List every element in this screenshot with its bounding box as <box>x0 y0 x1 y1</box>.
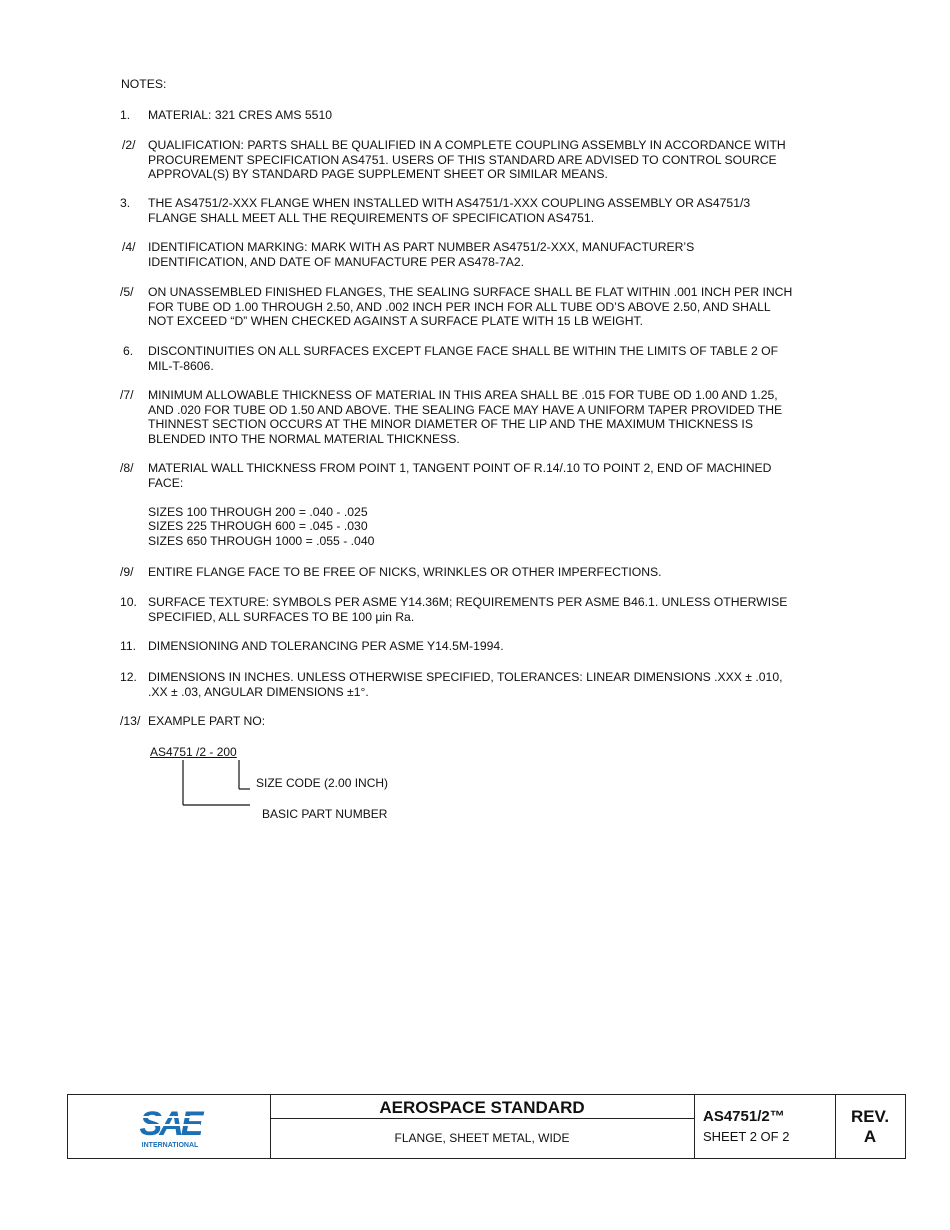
note-number: /9/ <box>120 565 134 579</box>
note-number: /5/ <box>120 285 134 299</box>
note-text: MINIMUM ALLOWABLE THICKNESS OF MATERIAL IN THIS AREA SHALL BE .015 FOR TUBE OD 1.00 AND 1.25, AND .020 FOR TUBE OD 1.50 AND ABOVE. THE SEALING FACE MAY HAVE A UNIFORM TAPER PROVIDED THE THINNEST SECTION OCCURS AT THE MINOR DIAMETER OF THE LIP AND THE MAXIMUM THICKNESS IS BLENDED INTO THE NORMAL MATERIAL THICKNESS. <box>148 388 783 446</box>
note-number: 6. <box>123 344 134 358</box>
note-number: 1. <box>120 108 131 122</box>
note-number: /13/ <box>120 714 141 728</box>
note-number: 10. <box>120 595 137 609</box>
size-code-label: SIZE CODE (2.00 INCH) <box>256 776 389 790</box>
notes-heading: NOTES: <box>121 77 167 91</box>
note-text: EXAMPLE PART NO: <box>148 714 266 728</box>
note-text: DIMENSIONING AND TOLERANCING PER ASME Y14.5M-1994. <box>148 639 504 653</box>
title-cell <box>270 1095 695 1158</box>
document-number: AS4751/2™ <box>703 1108 785 1125</box>
note-number: /4/ <box>122 240 136 254</box>
note-number: /2/ <box>122 138 136 152</box>
logo-cell <box>68 1095 271 1158</box>
note-text: QUALIFICATION: PARTS SHALL BE QUALIFIED IN A COMPLETE COUPLING ASSEMBLY IN ACCORDANCE WITH PROCUREMENT SPECIFICATION AS4751. USERS OF THIS STANDARD ARE ADVISED TO CONTROL SOURCE APPROVAL(S) BY STANDARD PAGE SUPPLEMENT SHEET OR SIMILAR MEANS. <box>148 138 786 182</box>
note-text: MATERIAL: 321 CRES AMS 5510 <box>148 108 333 122</box>
standard-title: AEROSPACE STANDARD <box>270 1095 694 1119</box>
revision-cell <box>835 1095 905 1158</box>
sheet-number: SHEET 2 OF 2 <box>703 1129 790 1144</box>
title-block <box>67 1094 906 1159</box>
note-text: SURFACE TEXTURE: SYMBOLS PER ASME Y14.36M; REQUIREMENTS PER ASME B46.1. UNLESS OTHERWISE SPECIFIED, ALL SURFACES TO BE 100 μin Ra. <box>148 595 788 624</box>
note-number: 3. <box>120 196 131 210</box>
note-number: /7/ <box>120 388 134 402</box>
note-number: 12. <box>120 670 137 684</box>
note-text: THE AS4751/2-XXX FLANGE WHEN INSTALLED WITH AS4751/1-XXX COUPLING ASSEMBLY OR AS4751/3 FLANGE SHALL MEET ALL THE REQUIREMENTS OF SPECIFICATION AS4751. <box>148 196 751 225</box>
note-text: DISCONTINUITIES ON ALL SURFACES EXCEPT FLANGE FACE SHALL BE WITHIN THE LIMITS OF TABLE 2 OF MIL-T-8606. <box>148 344 779 373</box>
logo-subtext: INTERNATIONAL <box>141 1142 199 1149</box>
basic-part-number-label: BASIC PART NUMBER <box>262 807 388 821</box>
note-number: /8/ <box>120 461 134 475</box>
note-number: 11. <box>120 639 137 653</box>
sae-international-logo <box>134 1103 206 1151</box>
note-text: ON UNASSEMBLED FINISHED FLANGES, THE SEALING SURFACE SHALL BE FLAT WITHIN .001 INCH PER INCH FOR TUBE OD 1.00 THROUGH 2.50, AND .002 INCH PER INCH FOR ALL TUBE OD’S ABOVE 2.50, AND SHALL NOT EXCEED “D” WHEN CHECKED AGAINST A SURFACE PLATE WITH 15 LB WEIGHT. <box>148 285 793 329</box>
note-text: IDENTIFICATION MARKING: MARK WITH AS PART NUMBER AS4751/2-XXX, MANUFACTURER’S IDENTIFICATION, AND DATE OF MANUFACTURE PER AS478-7A2. <box>148 240 695 269</box>
logo-letters: SAE <box>139 1105 201 1143</box>
revision-label: REV. <box>850 1107 890 1126</box>
part-title: FLANGE, SHEET METAL, WIDE <box>394 1131 570 1145</box>
note-text: DIMENSIONS IN INCHES. UNLESS OTHERWISE SPECIFIED, TOLERANCES: LINEAR DIMENSIONS .XXX ± .010, .XX ± .03, ANGULAR DIMENSIONS ±1°. <box>148 670 783 699</box>
note-text: MATERIAL WALL THICKNESS FROM POINT 1, TANGENT POINT OF R.14/.10 TO POINT 2, END OF MACHINED FACE: SIZES 100 THROUGH 200 = .040 - .025 SIZES 225 THROUGH 600 = .045 - .030 SIZES 650 THROUGH 1000 = .055 - .040 <box>148 461 772 548</box>
example-part-number: AS4751 /2 - 200 <box>150 745 237 759</box>
revision-value: A <box>863 1127 877 1146</box>
note-text: ENTIRE FLANGE FACE TO BE FREE OF NICKS, WRINKLES OR OTHER IMPERFECTIONS. <box>148 565 662 579</box>
document-number-cell <box>694 1095 836 1158</box>
